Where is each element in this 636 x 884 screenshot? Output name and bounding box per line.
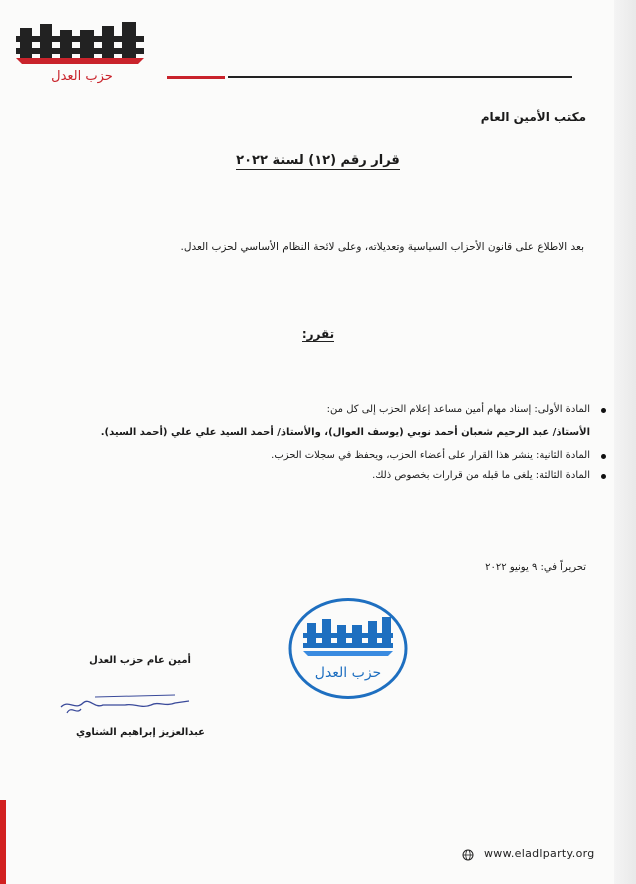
party-logo	[12, 20, 152, 88]
seal-wordmark-graphic	[303, 617, 393, 656]
handwritten-signature	[55, 685, 195, 719]
article-item	[46, 446, 606, 466]
article-continuation	[46, 420, 606, 446]
seal-caption: حزب العدل	[314, 665, 382, 681]
issue-date: تحريراً في: ٩ يونيو ٢٠٢٢	[485, 562, 586, 573]
articles-list	[46, 400, 606, 486]
decides-row	[0, 327, 636, 341]
signature-block	[55, 655, 205, 738]
logo-caption: حزب العدل	[51, 69, 113, 84]
bullet-dot	[601, 474, 606, 479]
decides-heading: تقرر:	[301, 327, 335, 341]
article-text: المادة الثالثة: يلغى ما قبله من قرارات بخصوص ذلك.	[372, 470, 590, 481]
page-edge-shadow	[614, 0, 636, 884]
logo-wordmark-graphic	[16, 22, 144, 64]
party-seal	[287, 597, 409, 700]
header-rule-red	[167, 76, 225, 79]
website-link[interactable]: www.eladlparty.org	[484, 847, 595, 860]
decision-title: قرار رقم (١٢) لسنة ٢٠٢٢	[236, 153, 400, 168]
decision-title-row	[0, 153, 636, 168]
decision-preamble: بعد الاطلاع على قانون الأحزاب السياسية وتعديلاته، وعلى لائحة النظام الأساسي لحزب العدل.	[180, 241, 584, 253]
header-rule-black	[228, 76, 572, 78]
bullet-dot	[601, 408, 606, 413]
signatory-title: أمين عام حزب العدل	[89, 655, 191, 666]
bullet-dot	[601, 454, 606, 459]
article-item	[46, 466, 606, 486]
office-heading: مكتب الأمين العام	[480, 110, 586, 124]
article-text: الأستاذ/ عبد الرحيم شعبان أحمد نوبي (يوسف العوال)، والأستاذ/ أحمد السيد علي علي (أحمد السيد).	[100, 427, 590, 438]
red-edge-strip	[0, 800, 6, 884]
article-item	[46, 400, 606, 420]
signatory-name: عبدالعزيز إبراهيم الشناوي	[76, 727, 205, 738]
article-text: المادة الأولى: إسناد مهام أمين مساعد إعلام الحزب إلى كل من:	[326, 404, 590, 415]
article-text: المادة الثانية: ينشر هذا القرار على أعضاء الحزب، ويحفظ في سجلات الحزب.	[271, 450, 590, 461]
globe-icon	[462, 849, 474, 861]
